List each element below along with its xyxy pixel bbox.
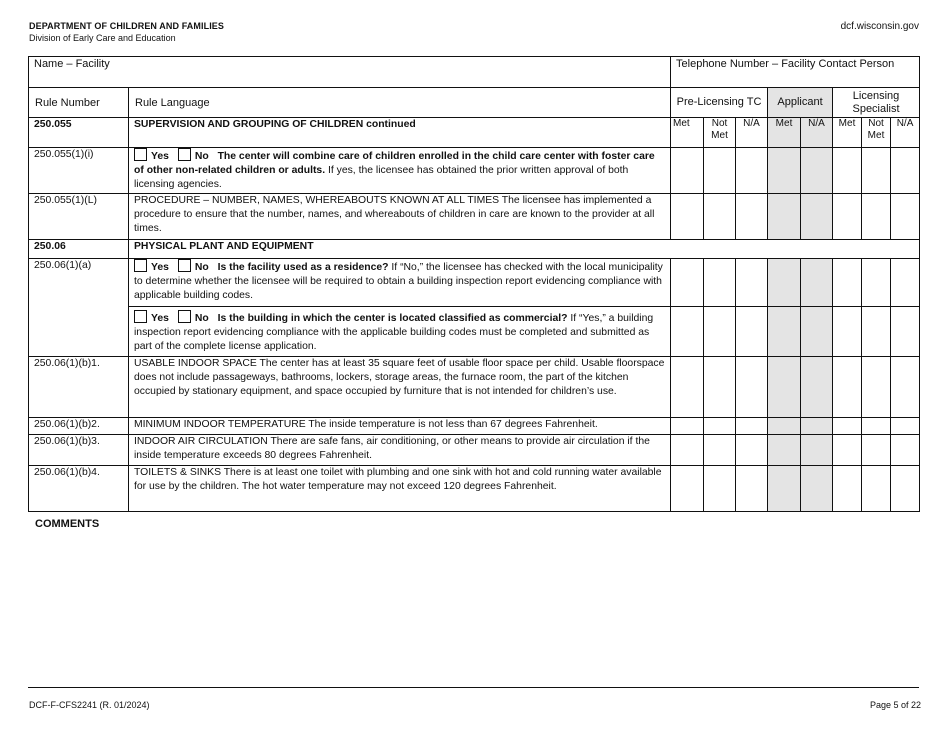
rule-question: The center will combine care of children enrolled in the child care center with foster care of other non-related children or adults. [134, 151, 655, 176]
rule-number: 250.06 [29, 240, 129, 259]
ls-met-cell[interactable] [833, 357, 862, 418]
applicant-na-cell[interactable] [801, 148, 833, 194]
ls-na-cell[interactable] [891, 194, 920, 240]
applicant-na-cell[interactable] [801, 418, 833, 435]
form-id: DCF-F-CFS2241 (R. 01/2024) [29, 700, 150, 710]
yes-checkbox[interactable] [134, 310, 147, 323]
sub-not-met: Not Met [862, 118, 891, 148]
header-rule-number: Rule Number [29, 88, 129, 118]
pre-na-cell[interactable] [736, 194, 768, 240]
checklist-table [28, 56, 920, 512]
ls-not-met-cell[interactable] [862, 357, 891, 418]
rule-number: 250.055(1)(i) [29, 148, 129, 194]
ls-met-cell[interactable] [833, 418, 862, 435]
department-name: DEPARTMENT OF CHILDREN AND FAMILIES [29, 21, 224, 31]
header-applicant: Applicant [768, 88, 833, 118]
header-pre-licensing: Pre-Licensing TC [671, 88, 768, 118]
no-label: No [194, 151, 209, 162]
rule-language [129, 148, 671, 194]
ls-not-met-cell[interactable] [862, 194, 891, 240]
rule-number: 250.06(1)(a) [29, 259, 129, 357]
ls-not-met-cell[interactable] [862, 307, 891, 357]
applicant-met-cell[interactable] [768, 259, 801, 307]
table-row [29, 148, 920, 194]
pre-not-met-cell[interactable] [704, 418, 736, 435]
facility-name-field[interactable] [29, 57, 671, 88]
applicant-met-cell[interactable] [768, 307, 801, 357]
header-licensing-specialist: Licensing Specialist [833, 88, 920, 118]
rule-language: TOILETS & SINKS There is at least one toilet with plumbing and one sink with hot and cold running water available for use by the children. The hot water temperature may not exceed 120 degrees Fahrenheit. [129, 466, 671, 512]
ls-na-cell[interactable] [891, 307, 920, 357]
sub-na: N/A [736, 118, 768, 148]
rule-language: USABLE INDOOR SPACE The center has at least 35 square feet of usable floor space per child. Usable floorspace does not include passageways, bathrooms, lockers, storage areas, the furnace room, the part of the kitchen occupied by stationary equipment, and space occupied by furniture that is not intended for children’s use. [129, 357, 671, 418]
ls-not-met-cell[interactable] [862, 466, 891, 512]
applicant-na-cell[interactable] [801, 259, 833, 307]
pre-na-cell[interactable] [736, 466, 768, 512]
ls-na-cell[interactable] [891, 259, 920, 307]
ls-not-met-cell[interactable] [862, 435, 891, 466]
no-label: No [194, 313, 209, 324]
pre-na-cell[interactable] [736, 357, 768, 418]
ls-not-met-cell[interactable] [862, 418, 891, 435]
comments-label: COMMENTS [35, 518, 100, 530]
yes-label: Yes [151, 151, 169, 162]
pre-not-met-cell[interactable] [704, 259, 736, 307]
pre-not-met-cell[interactable] [704, 148, 736, 194]
applicant-met-cell[interactable] [768, 357, 801, 418]
ls-met-cell[interactable] [833, 148, 862, 194]
footer-divider [28, 687, 919, 688]
rule-number: 250.055 [29, 118, 129, 148]
no-label: No [194, 262, 209, 273]
section-title: PHYSICAL PLANT AND EQUIPMENT [129, 240, 920, 259]
pre-not-met-cell[interactable] [704, 466, 736, 512]
applicant-na-cell[interactable] [801, 194, 833, 240]
ls-met-cell[interactable] [833, 194, 862, 240]
no-checkbox[interactable] [178, 259, 191, 272]
table-row [29, 435, 920, 466]
applicant-met-cell[interactable] [768, 418, 801, 435]
pre-na-cell[interactable] [736, 307, 768, 357]
pre-not-met-cell[interactable] [704, 435, 736, 466]
pre-na-cell[interactable] [736, 435, 768, 466]
page-number: Page 5 of 22 [869, 700, 921, 710]
contact-phone-field[interactable] [671, 57, 920, 88]
applicant-na-cell[interactable] [801, 307, 833, 357]
rule-number: 250.06(1)(b)3. [29, 435, 129, 466]
yes-checkbox[interactable] [134, 259, 147, 272]
sub-met: Met [671, 118, 704, 148]
ls-met-cell[interactable] [833, 259, 862, 307]
sub-not-met: Not Met [704, 118, 736, 148]
rule-number: 250.06(1)(b)4. [29, 466, 129, 512]
pre-met-cell[interactable] [671, 418, 704, 435]
rule-number: 250.06(1)(b)2. [29, 418, 129, 435]
no-checkbox[interactable] [178, 148, 191, 161]
ls-na-cell[interactable] [891, 148, 920, 194]
ls-met-cell[interactable] [833, 466, 862, 512]
ls-na-cell[interactable] [891, 357, 920, 418]
pre-met-cell[interactable] [671, 148, 704, 194]
sub-na: N/A [891, 118, 920, 148]
pre-na-cell[interactable] [736, 148, 768, 194]
sub-met: Met [833, 118, 862, 148]
applicant-met-cell[interactable] [768, 466, 801, 512]
ls-met-cell[interactable] [833, 435, 862, 466]
rule-number: 250.06(1)(b)1. [29, 357, 129, 418]
pre-not-met-cell[interactable] [704, 357, 736, 418]
ls-not-met-cell[interactable] [862, 259, 891, 307]
table-row [29, 418, 920, 435]
ls-na-cell[interactable] [891, 435, 920, 466]
table-row [29, 307, 920, 357]
table-row [29, 194, 920, 240]
rule-language: MINIMUM INDOOR TEMPERATURE The inside temperature is not less than 67 degrees Fahrenheit. [129, 418, 671, 435]
yes-label: Yes [151, 313, 169, 324]
rule-text: If “No,” the licensee has checked with the local municipality to determine whether the licensee will be required to obtain a building inspection report evidencing compliance with applicable building codes. [134, 262, 663, 301]
ls-not-met-cell[interactable] [862, 148, 891, 194]
website: dcf.wisconsin.gov [840, 21, 919, 32]
applicant-na-cell[interactable] [801, 435, 833, 466]
ls-na-cell[interactable] [891, 418, 920, 435]
table-row [29, 259, 920, 307]
no-checkbox[interactable] [178, 310, 191, 323]
rule-language [129, 259, 671, 307]
rule-question: Is the building in which the center is located classified as commercial? [217, 313, 568, 324]
applicant-na-cell[interactable] [801, 357, 833, 418]
sub-na: N/A [801, 118, 833, 148]
division-name: Division of Early Care and Education [29, 33, 176, 43]
rule-question: Is the facility used as a residence? [217, 262, 389, 273]
pre-na-cell[interactable] [736, 259, 768, 307]
applicant-met-cell[interactable] [768, 435, 801, 466]
ls-na-cell[interactable] [891, 466, 920, 512]
yes-label: Yes [151, 262, 169, 273]
sub-met: Met [768, 118, 801, 148]
applicant-met-cell[interactable] [768, 148, 801, 194]
pre-met-cell[interactable] [671, 357, 704, 418]
header-rule-language: Rule Language [129, 88, 671, 118]
pre-na-cell[interactable] [736, 418, 768, 435]
pre-not-met-cell[interactable] [704, 194, 736, 240]
yes-checkbox[interactable] [134, 148, 147, 161]
rule-number: 250.055(1)(L) [29, 194, 129, 240]
pre-met-cell[interactable] [671, 435, 704, 466]
applicant-met-cell[interactable] [768, 194, 801, 240]
rule-language [129, 307, 671, 357]
pre-met-cell[interactable] [671, 466, 704, 512]
pre-met-cell[interactable] [671, 307, 704, 357]
section-title: SUPERVISION AND GROUPING OF CHILDREN continued [129, 118, 671, 148]
table-row [29, 466, 920, 512]
rule-language: INDOOR AIR CIRCULATION There are safe fans, air conditioning, or other means to provide air circulation if the inside temperature exceeds 80 degrees Fahrenheit. [129, 435, 671, 466]
rule-text: If “Yes,” a building inspection report evidencing compliance with the applicable building codes must be completed and submitted as part of the complete license application. [134, 313, 654, 352]
rule-language: PROCEDURE – NUMBER, NAMES, WHEREABOUTS KNOWN AT ALL TIMES The licensee has implemented a procedure to ensure that the number, names, and whereabouts of children in care are known to the provider at all times. [129, 194, 671, 240]
contact-phone-label: Telephone Number – Facility Contact Person [676, 58, 895, 70]
table-row [29, 357, 920, 418]
applicant-na-cell[interactable] [801, 466, 833, 512]
rule-text: If yes, the licensee has obtained the prior written approval of both licensing agencies. [134, 165, 629, 190]
pre-not-met-cell[interactable] [704, 307, 736, 357]
facility-name-label: Name – Facility [34, 58, 110, 70]
pre-met-cell[interactable] [671, 259, 704, 307]
pre-met-cell[interactable] [671, 194, 704, 240]
ls-met-cell[interactable] [833, 307, 862, 357]
